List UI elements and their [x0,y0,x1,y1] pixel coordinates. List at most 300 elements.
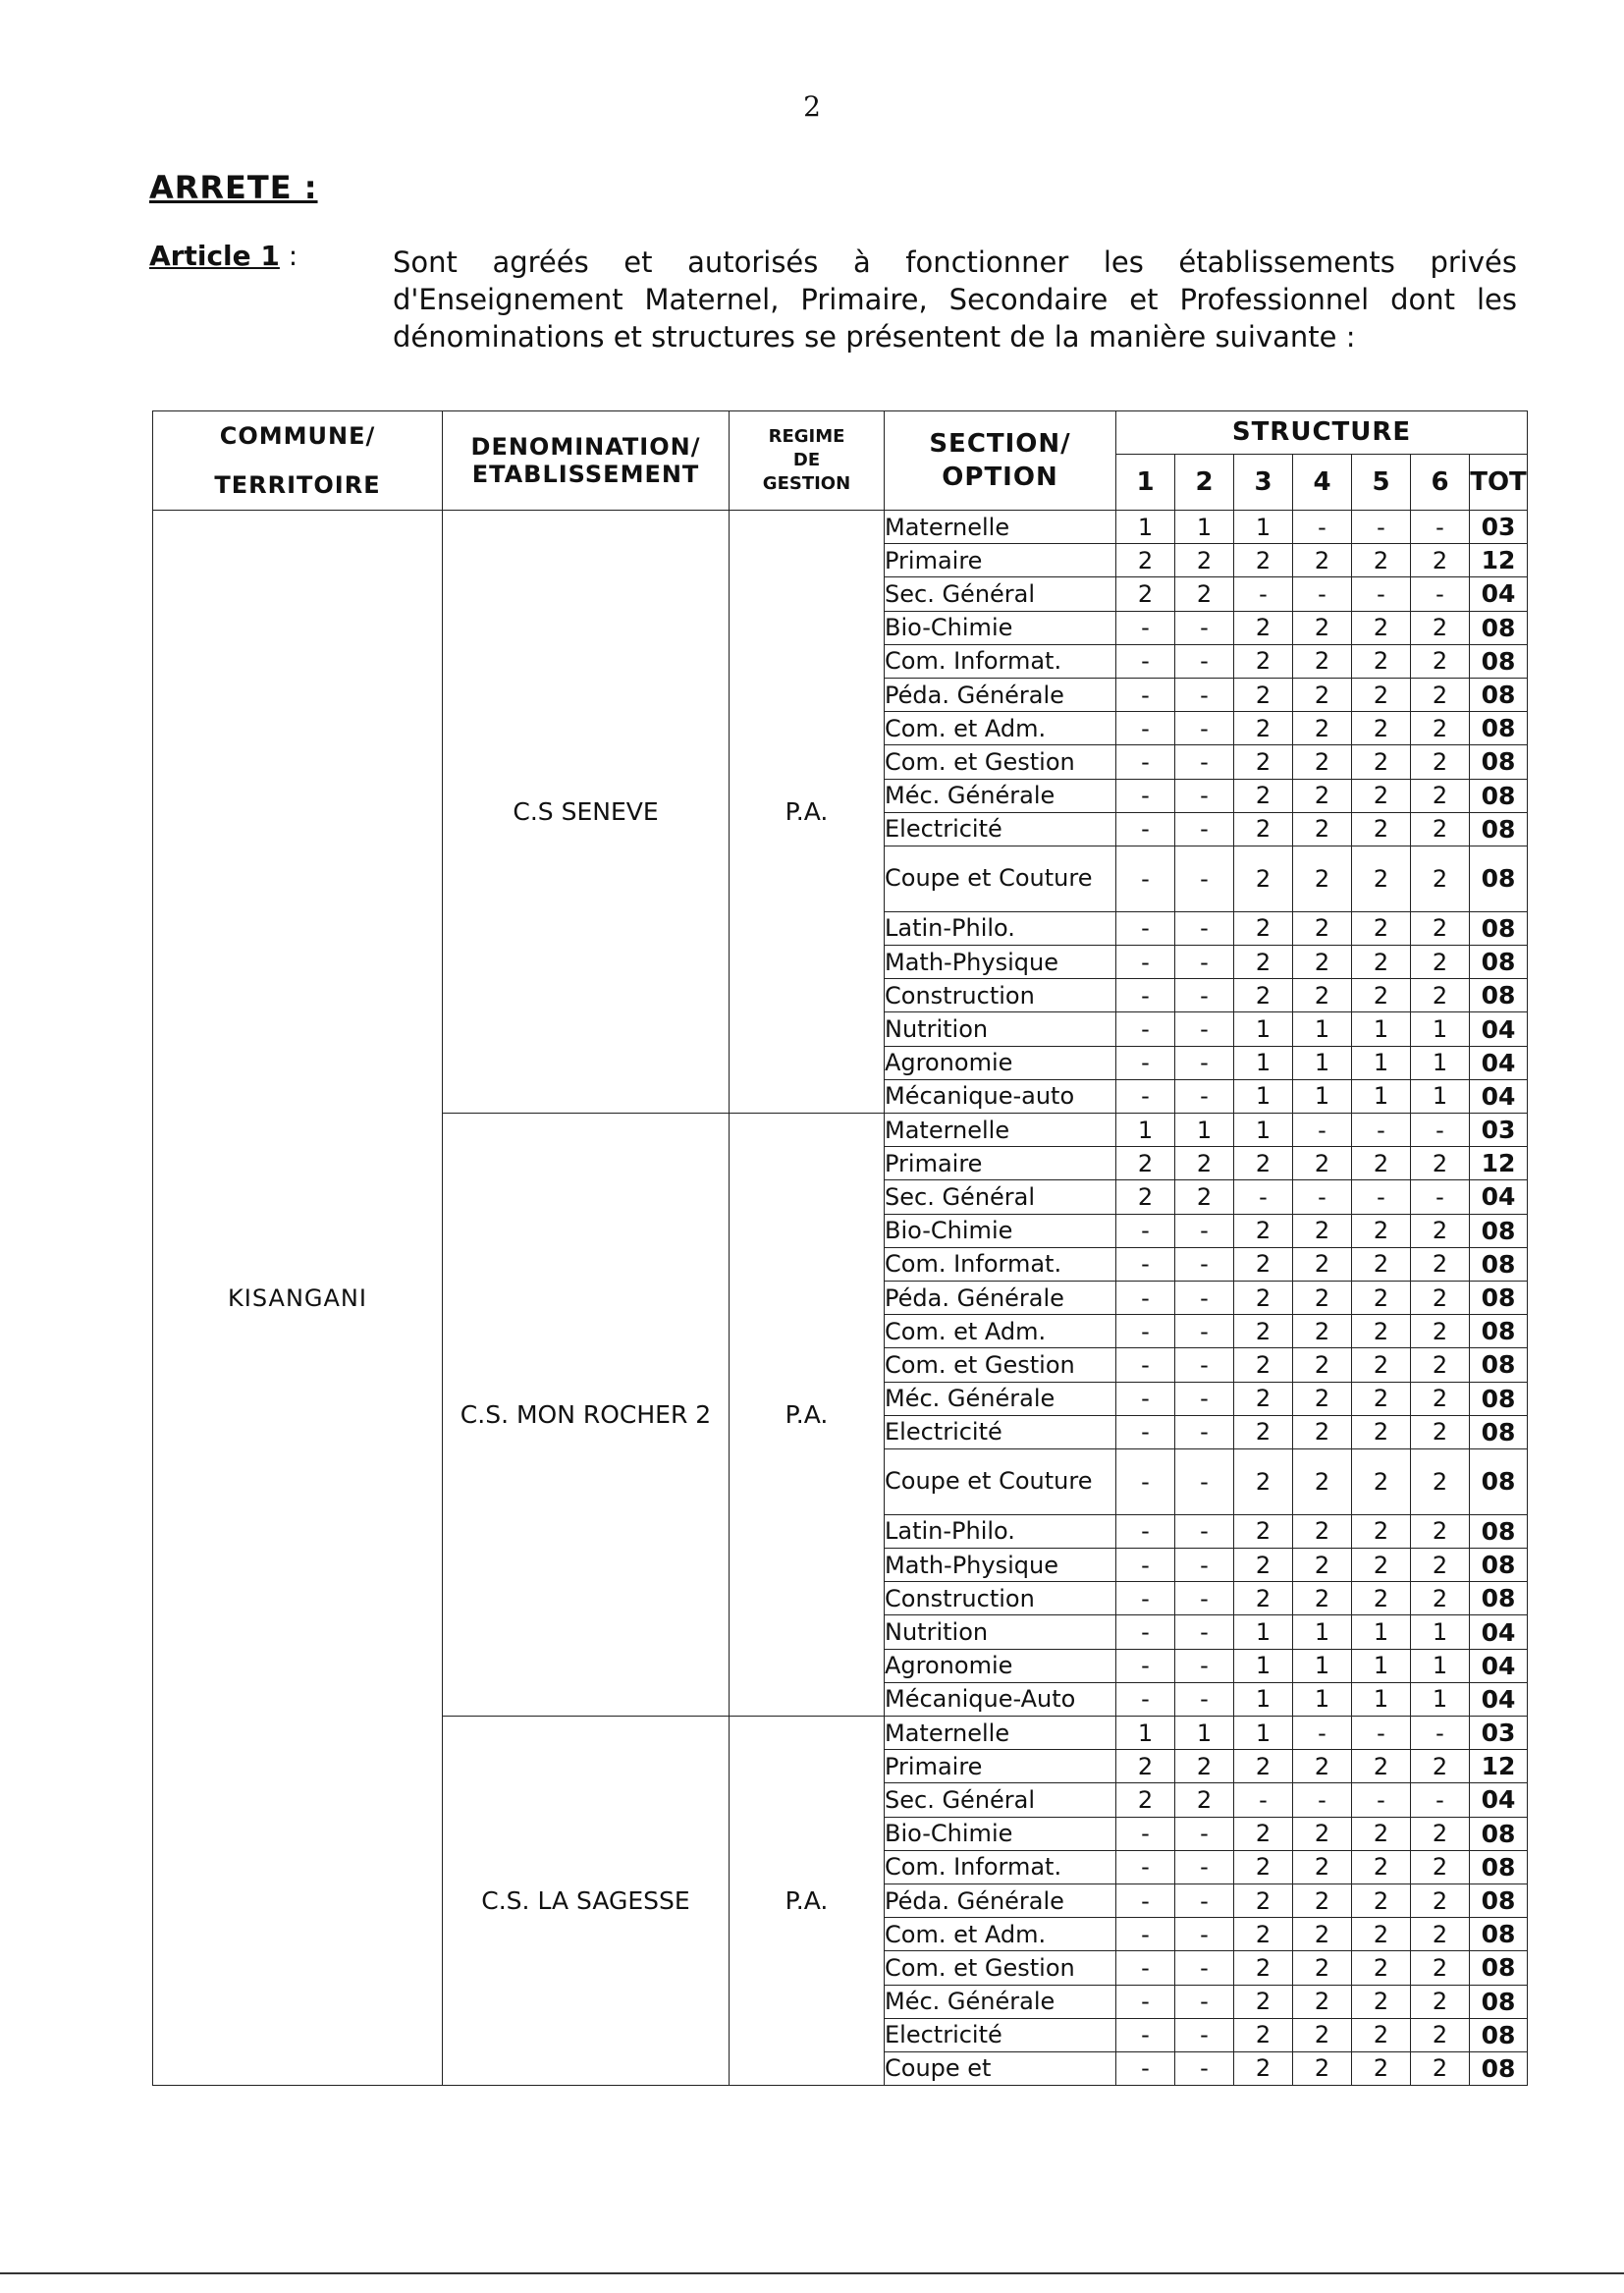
structure-total: 04 [1470,1615,1528,1649]
structure-value-5: 2 [1352,1817,1411,1850]
structure-total: 04 [1470,1012,1528,1046]
structure-value-1: - [1116,1012,1175,1046]
option-name: Com. et Adm. [885,712,1116,745]
structure-value-3: 1 [1234,1717,1293,1750]
structure-value-1: - [1116,1415,1175,1448]
structure-total: 08 [1470,1315,1528,1348]
structure-total: 03 [1470,511,1528,544]
option-name: Maternelle [885,1114,1116,1147]
option-name: Méc. Générale [885,779,1116,812]
option-name: Agronomie [885,1649,1116,1682]
structure-value-1: - [1116,1214,1175,1247]
structure-value-2: - [1175,1918,1234,1951]
option-name: Maternelle [885,511,1116,544]
structure-total: 08 [1470,1281,1528,1314]
option-name: Agronomie [885,1046,1116,1079]
structure-value-4: 2 [1293,1281,1352,1314]
structure-value-4: - [1293,1717,1352,1750]
structure-value-3: 1 [1234,1046,1293,1079]
structure-value-2: 2 [1175,577,1234,611]
structure-total: 04 [1470,1783,1528,1817]
structure-value-6: 2 [1411,644,1470,678]
structure-value-2: - [1175,1281,1234,1314]
structure-value-2: - [1175,1850,1234,1884]
structure-total: 08 [1470,1549,1528,1582]
structure-total: 03 [1470,1717,1528,1750]
structure-value-2: 2 [1175,1750,1234,1783]
article-number: Article 1 [149,240,280,272]
structure-value-6: 2 [1411,911,1470,945]
header-structure: STRUCTURE [1116,411,1528,455]
structure-value-4: 1 [1293,1046,1352,1079]
option-name: Coupe et Couture [885,1448,1116,1514]
structure-total: 08 [1470,1951,1528,1985]
structure-value-3: 2 [1234,911,1293,945]
option-name: Electricité [885,1415,1116,1448]
structure-value-1: - [1116,1582,1175,1615]
structure-value-6: - [1411,511,1470,544]
section-heading: ARRETE : [149,169,318,206]
structure-value-4: - [1293,577,1352,611]
structure-value-4: 2 [1293,1750,1352,1783]
structure-value-6: - [1411,1180,1470,1214]
option-name: Com. Informat. [885,644,1116,678]
structure-value-6: 2 [1411,946,1470,979]
structure-value-2: 1 [1175,1717,1234,1750]
option-name: Péda. Générale [885,678,1116,711]
structure-value-2: - [1175,1549,1234,1582]
structure-value-1: - [1116,745,1175,779]
structure-value-4: - [1293,1180,1352,1214]
article-label [149,240,298,272]
structure-value-6: 2 [1411,812,1470,846]
option-name: Péda. Générale [885,1884,1116,1917]
header-section-line1: SECTION/ [929,429,1071,459]
structure-value-5: 2 [1352,779,1411,812]
structure-value-5: 2 [1352,979,1411,1012]
schools-table [152,410,1528,2086]
structure-total: 08 [1470,846,1528,911]
structure-value-3: 1 [1234,1012,1293,1046]
structure-value-3: 1 [1234,1682,1293,1716]
structure-total: 08 [1470,712,1528,745]
structure-value-6: - [1411,577,1470,611]
structure-value-1: 2 [1116,1750,1175,1783]
structure-value-4: 2 [1293,1884,1352,1917]
structure-value-1: 1 [1116,1717,1175,1750]
bottom-rule [0,2272,1624,2274]
structure-value-4: 2 [1293,779,1352,812]
structure-total: 08 [1470,1348,1528,1382]
structure-value-4: 2 [1293,1817,1352,1850]
option-name: Sec. Général [885,1783,1116,1817]
structure-total: 04 [1470,1180,1528,1214]
structure-value-6: 2 [1411,1348,1470,1382]
option-name: Latin-Philo. [885,1514,1116,1548]
structure-value-4: 2 [1293,812,1352,846]
structure-value-3: 1 [1234,1079,1293,1113]
structure-value-5: 2 [1352,644,1411,678]
structure-total: 08 [1470,1918,1528,1951]
option-name: Méc. Générale [885,1382,1116,1415]
structure-value-6: 2 [1411,1549,1470,1582]
structure-total: 08 [1470,979,1528,1012]
structure-value-1: - [1116,712,1175,745]
option-name: Com. Informat. [885,1850,1116,1884]
school-regime: P.A. [730,1717,885,2086]
header-regime-line3: GESTION [762,473,851,494]
structure-value-1: - [1116,1951,1175,1985]
header-commune-line1: COMMUNE/ [219,422,376,450]
structure-value-6: 2 [1411,979,1470,1012]
structure-value-6: 2 [1411,1382,1470,1415]
option-name: Com. et Adm. [885,1315,1116,1348]
structure-value-2: 1 [1175,1114,1234,1147]
structure-total: 08 [1470,911,1528,945]
structure-value-4: 1 [1293,1012,1352,1046]
structure-value-5: 1 [1352,1615,1411,1649]
structure-value-5: 2 [1352,1315,1411,1348]
structure-value-2: - [1175,1382,1234,1415]
structure-value-5: 2 [1352,1985,1411,2018]
structure-value-2: - [1175,644,1234,678]
option-name: Com. et Adm. [885,1918,1116,1951]
header-col-3: 3 [1234,454,1293,510]
structure-value-2: - [1175,979,1234,1012]
option-name: Com. et Gestion [885,1951,1116,1985]
structure-value-5: 2 [1352,611,1411,644]
header-regime-line1: REGIME [768,426,845,447]
structure-value-4: - [1293,1783,1352,1817]
structure-value-6: 2 [1411,745,1470,779]
structure-value-5: 2 [1352,1582,1411,1615]
structure-value-3: 2 [1234,946,1293,979]
structure-value-4: 1 [1293,1649,1352,1682]
structure-value-3: - [1234,577,1293,611]
structure-value-1: - [1116,911,1175,945]
structure-total: 08 [1470,1247,1528,1281]
structure-total: 08 [1470,2018,1528,2051]
structure-value-3: 2 [1234,1315,1293,1348]
structure-value-5: 2 [1352,2051,1411,2085]
structure-value-6: 2 [1411,1448,1470,1514]
structure-value-6: 2 [1411,1514,1470,1548]
structure-value-5: 2 [1352,1448,1411,1514]
structure-value-5: 2 [1352,946,1411,979]
structure-value-5: 2 [1352,1247,1411,1281]
structure-value-3: 2 [1234,678,1293,711]
structure-value-5: 2 [1352,1918,1411,1951]
structure-total: 08 [1470,1448,1528,1514]
structure-value-5: 2 [1352,2018,1411,2051]
structure-total: 12 [1470,544,1528,577]
structure-value-4: 2 [1293,1514,1352,1548]
header-col-tot: TOT [1470,454,1528,510]
structure-value-2: 2 [1175,544,1234,577]
structure-value-5: 1 [1352,1079,1411,1113]
header-col-5: 5 [1352,454,1411,510]
structure-value-6: 2 [1411,2051,1470,2085]
structure-value-6: 2 [1411,1281,1470,1314]
option-name: Primaire [885,1147,1116,1180]
structure-total: 08 [1470,745,1528,779]
school-name: C.S. MON ROCHER 2 [443,1114,730,1717]
structure-value-5: 2 [1352,1951,1411,1985]
structure-total: 04 [1470,1649,1528,1682]
structure-value-5: - [1352,577,1411,611]
structure-value-6: 2 [1411,1884,1470,1917]
option-name: Construction [885,979,1116,1012]
structure-value-5: 2 [1352,1382,1411,1415]
structure-value-2: - [1175,812,1234,846]
structure-value-4: 2 [1293,911,1352,945]
option-name: Com. et Gestion [885,1348,1116,1382]
commune-name: KISANGANI [153,511,443,2086]
structure-value-4: - [1293,1114,1352,1147]
structure-value-5: 2 [1352,1415,1411,1448]
structure-value-4: 2 [1293,1850,1352,1884]
structure-total: 08 [1470,779,1528,812]
structure-value-4: 1 [1293,1079,1352,1113]
structure-value-3: 2 [1234,1850,1293,1884]
structure-value-6: 2 [1411,1147,1470,1180]
structure-value-1: - [1116,1348,1175,1382]
option-name: Coupe et [885,2051,1116,2085]
structure-value-4: 2 [1293,1448,1352,1514]
structure-value-2: - [1175,1682,1234,1716]
structure-value-5: 1 [1352,1682,1411,1716]
structure-value-1: - [1116,2018,1175,2051]
structure-total: 08 [1470,812,1528,846]
structure-value-1: - [1116,846,1175,911]
structure-value-2: - [1175,1012,1234,1046]
structure-value-4: 2 [1293,979,1352,1012]
structure-value-5: 2 [1352,1884,1411,1917]
structure-total: 04 [1470,1682,1528,1716]
structure-value-2: - [1175,1615,1234,1649]
structure-value-3: 2 [1234,979,1293,1012]
structure-value-2: - [1175,1448,1234,1514]
structure-total: 08 [1470,1382,1528,1415]
structure-value-6: 2 [1411,1247,1470,1281]
structure-value-3: 2 [1234,2051,1293,2085]
structure-value-2: 2 [1175,1180,1234,1214]
structure-value-1: - [1116,1079,1175,1113]
structure-value-5: - [1352,1783,1411,1817]
structure-value-1: 1 [1116,511,1175,544]
structure-value-2: - [1175,846,1234,911]
structure-value-5: 2 [1352,712,1411,745]
option-name: Bio-Chimie [885,1817,1116,1850]
structure-value-5: 2 [1352,1850,1411,1884]
structure-total: 08 [1470,1214,1528,1247]
structure-value-6: 1 [1411,1649,1470,1682]
structure-total: 08 [1470,1850,1528,1884]
header-denomination [443,411,730,511]
structure-value-6: 2 [1411,2018,1470,2051]
structure-value-1: - [1116,1850,1175,1884]
structure-value-5: - [1352,511,1411,544]
structure-value-2: - [1175,678,1234,711]
school-name: C.S. LA SAGESSE [443,1717,730,2086]
structure-value-2: - [1175,1649,1234,1682]
structure-value-3: 2 [1234,1514,1293,1548]
structure-value-6: 2 [1411,1918,1470,1951]
option-name: Com. Informat. [885,1247,1116,1281]
structure-total: 08 [1470,2051,1528,2085]
structure-value-6: 1 [1411,1615,1470,1649]
structure-value-2: 2 [1175,1783,1234,1817]
structure-value-4: 2 [1293,644,1352,678]
header-section-line2: OPTION [942,463,1058,492]
structure-value-3: 2 [1234,779,1293,812]
structure-value-1: - [1116,1281,1175,1314]
structure-value-3: 2 [1234,712,1293,745]
structure-value-3: 2 [1234,2018,1293,2051]
structure-value-5: 2 [1352,1281,1411,1314]
header-regime [730,411,885,511]
structure-value-6: 1 [1411,1046,1470,1079]
structure-value-1: - [1116,979,1175,1012]
structure-value-1: - [1116,1448,1175,1514]
structure-value-2: - [1175,712,1234,745]
structure-value-5: - [1352,1717,1411,1750]
structure-value-2: - [1175,1951,1234,1985]
structure-value-5: 2 [1352,1348,1411,1382]
structure-total: 08 [1470,1582,1528,1615]
structure-value-5: - [1352,1114,1411,1147]
structure-value-4: 2 [1293,2051,1352,2085]
option-name: Math-Physique [885,946,1116,979]
structure-value-2: - [1175,1884,1234,1917]
structure-total: 08 [1470,1514,1528,1548]
structure-value-2: - [1175,946,1234,979]
structure-value-1: 2 [1116,1180,1175,1214]
structure-value-1: - [1116,1918,1175,1951]
structure-value-6: 2 [1411,544,1470,577]
header-col-2: 2 [1175,454,1234,510]
structure-value-3: 2 [1234,1147,1293,1180]
structure-value-6: 2 [1411,846,1470,911]
structure-value-4: 2 [1293,712,1352,745]
option-name: Bio-Chimie [885,611,1116,644]
structure-total: 04 [1470,1079,1528,1113]
structure-value-1: - [1116,644,1175,678]
structure-value-5: 2 [1352,1147,1411,1180]
structure-value-2: - [1175,1247,1234,1281]
structure-value-3: 2 [1234,644,1293,678]
structure-value-3: 1 [1234,1649,1293,1682]
structure-value-6: 2 [1411,712,1470,745]
school-regime: P.A. [730,511,885,1114]
structure-value-4: 2 [1293,946,1352,979]
structure-value-4: 2 [1293,1985,1352,2018]
structure-value-5: - [1352,1180,1411,1214]
structure-value-6: 2 [1411,1951,1470,1985]
structure-value-4: 2 [1293,1549,1352,1582]
structure-value-4: 2 [1293,1415,1352,1448]
structure-total: 08 [1470,611,1528,644]
structure-value-2: - [1175,1315,1234,1348]
structure-value-4: 1 [1293,1682,1352,1716]
structure-value-1: 2 [1116,544,1175,577]
structure-value-2: 1 [1175,511,1234,544]
structure-value-4: 2 [1293,1382,1352,1415]
structure-value-6: 2 [1411,1817,1470,1850]
structure-value-3: 2 [1234,1214,1293,1247]
structure-value-6: 2 [1411,1214,1470,1247]
structure-total: 12 [1470,1750,1528,1783]
structure-value-4: 2 [1293,1951,1352,1985]
structure-value-5: 2 [1352,1514,1411,1548]
structure-value-1: - [1116,812,1175,846]
school-name: C.S SENEVE [443,511,730,1114]
structure-value-3: 2 [1234,1817,1293,1850]
structure-value-1: - [1116,611,1175,644]
structure-value-2: - [1175,1046,1234,1079]
structure-value-3: 2 [1234,1582,1293,1615]
option-name: Latin-Philo. [885,911,1116,945]
structure-total: 12 [1470,1147,1528,1180]
structure-value-3: 2 [1234,1281,1293,1314]
structure-value-1: - [1116,1985,1175,2018]
option-name: Bio-Chimie [885,1214,1116,1247]
structure-value-3: 1 [1234,1114,1293,1147]
header-col-4: 4 [1293,454,1352,510]
structure-total: 08 [1470,1817,1528,1850]
structure-value-2: - [1175,745,1234,779]
article-colon: : [288,240,298,272]
structure-value-1: 2 [1116,577,1175,611]
structure-value-2: - [1175,2018,1234,2051]
structure-value-6: 1 [1411,1682,1470,1716]
structure-value-6: - [1411,1783,1470,1817]
structure-value-5: 1 [1352,1046,1411,1079]
structure-value-3: 2 [1234,812,1293,846]
structure-value-6: 1 [1411,1079,1470,1113]
header-commune [153,411,443,511]
structure-value-4: 2 [1293,745,1352,779]
structure-total: 08 [1470,1884,1528,1917]
option-name: Péda. Générale [885,1281,1116,1314]
header-col-1: 1 [1116,454,1175,510]
option-name: Coupe et Couture [885,846,1116,911]
structure-value-5: 1 [1352,1649,1411,1682]
structure-total: 08 [1470,644,1528,678]
option-name: Com. et Gestion [885,745,1116,779]
structure-value-6: 2 [1411,779,1470,812]
structure-value-1: - [1116,1817,1175,1850]
structure-value-1: - [1116,678,1175,711]
structure-total: 08 [1470,946,1528,979]
structure-value-5: 2 [1352,812,1411,846]
structure-value-6: 2 [1411,1415,1470,1448]
structure-value-3: 2 [1234,1382,1293,1415]
structure-value-4: 2 [1293,1582,1352,1615]
structure-value-4: 2 [1293,1247,1352,1281]
structure-total: 03 [1470,1114,1528,1147]
option-name: Mécanique-auto [885,1079,1116,1113]
structure-value-6: 2 [1411,1315,1470,1348]
structure-value-1: - [1116,1382,1175,1415]
structure-value-3: 2 [1234,1884,1293,1917]
header-col-6: 6 [1411,454,1470,510]
table-body [153,511,1528,2086]
structure-value-1: - [1116,1247,1175,1281]
structure-value-3: 2 [1234,1918,1293,1951]
header-denomination-line2: ETABLISSEMENT [471,461,700,488]
structure-value-2: - [1175,911,1234,945]
